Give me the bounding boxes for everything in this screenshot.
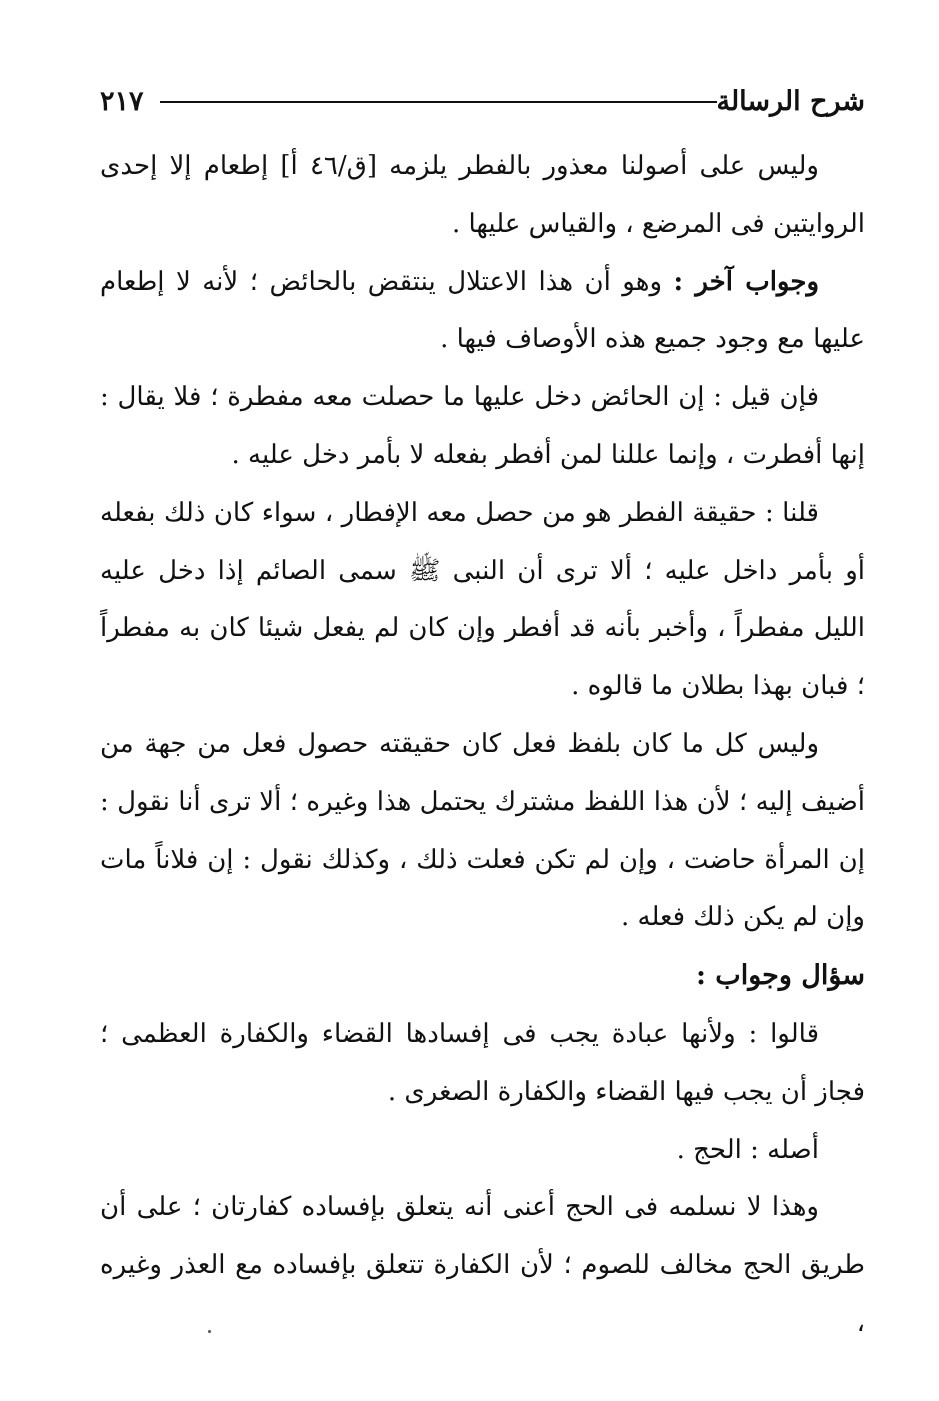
paragraph bbox=[100, 369, 865, 485]
paragraph bbox=[100, 138, 865, 254]
running-header bbox=[100, 82, 865, 122]
paragraph bbox=[100, 485, 865, 716]
paragraph-text: قالوا : ولأنها عبادة يجب فى إفسادها القضاء والكفارة العظمى ؛ فجاز أن يجب فيها القضاء والكفارة الصغرى . bbox=[100, 1018, 865, 1107]
paragraph-text: أصله : الحج . bbox=[676, 1134, 819, 1165]
paragraph bbox=[100, 1179, 865, 1352]
paragraph bbox=[100, 716, 865, 947]
paragraph-text: وهو أن هذا الاعتلال ينتقض بالحائض ؛ لأنه لا إطعام عليها مع وجود جميع هذه الأوصاف فيها . bbox=[100, 266, 865, 355]
header-rule bbox=[160, 101, 717, 103]
page-body bbox=[100, 138, 865, 1353]
paragraph bbox=[100, 1122, 865, 1180]
section-heading-text: سؤال وجواب : bbox=[695, 960, 865, 992]
paragraph-text: فإن قيل : إن الحائض دخل عليها ما حصلت معه مفطرة ؛ فلا يقال : إنها أفطرت ، وإنما عللنا لمن أفطر بفعله لا بأمر دخل عليه . bbox=[100, 382, 865, 470]
paragraph bbox=[100, 1006, 865, 1122]
paragraph bbox=[100, 254, 865, 370]
section-heading bbox=[100, 947, 865, 1006]
paragraph-text: وليس كل ما كان بلفظ فعل كان حقيقته حصول فعل من جهة من أضيف إليه ؛ لأن هذا اللفظ مشترك يحتمل هذا وغيره ؛ ألا ترى أنا نقول : إن المرأة حاضت ، وإن لم تكن فعلت ذلك ، وكذلك نقول : إن فلاناً مات وإن لم يكن ذلك فعله . bbox=[100, 728, 865, 933]
paragraph-text: قلنا : حقيقة الفطر هو من حصل معه الإفطار ، سواء كان ذلك بفعله أو بأمر داخل عليه ؛ ألا ترى أن النبى ﷺ سمى الصائم إذا دخل عليه الليل مفطراً ، وأخبر بأنه قد أفطر وإن كان لم يفعل شيئا كان به مفطراً ؛ فبان بهذا بطلان ما قالوه . bbox=[100, 497, 865, 702]
scan-speck bbox=[208, 1330, 211, 1333]
header-title: شرح الرسالة bbox=[716, 86, 865, 117]
paragraph-text: وهذا لا نسلمه فى الحج أعنى أنه يتعلق بإفساده كفارتان ؛ على أن طريق الحج مخالف للصوم ؛ لأن الكفارة تتعلق بإفساده مع العذر وغيره ، bbox=[100, 1192, 865, 1338]
paragraph-text: وليس على أصولنا معذور بالفطر يلزمه [ق/٤٦ أ] إطعام إلا إحدى الروايتين فى المرضع ، والقياس عليها . bbox=[100, 151, 865, 239]
page-number: ٢١٧ bbox=[100, 86, 144, 117]
paragraph-lead: وجواب آخر : bbox=[673, 266, 819, 297]
